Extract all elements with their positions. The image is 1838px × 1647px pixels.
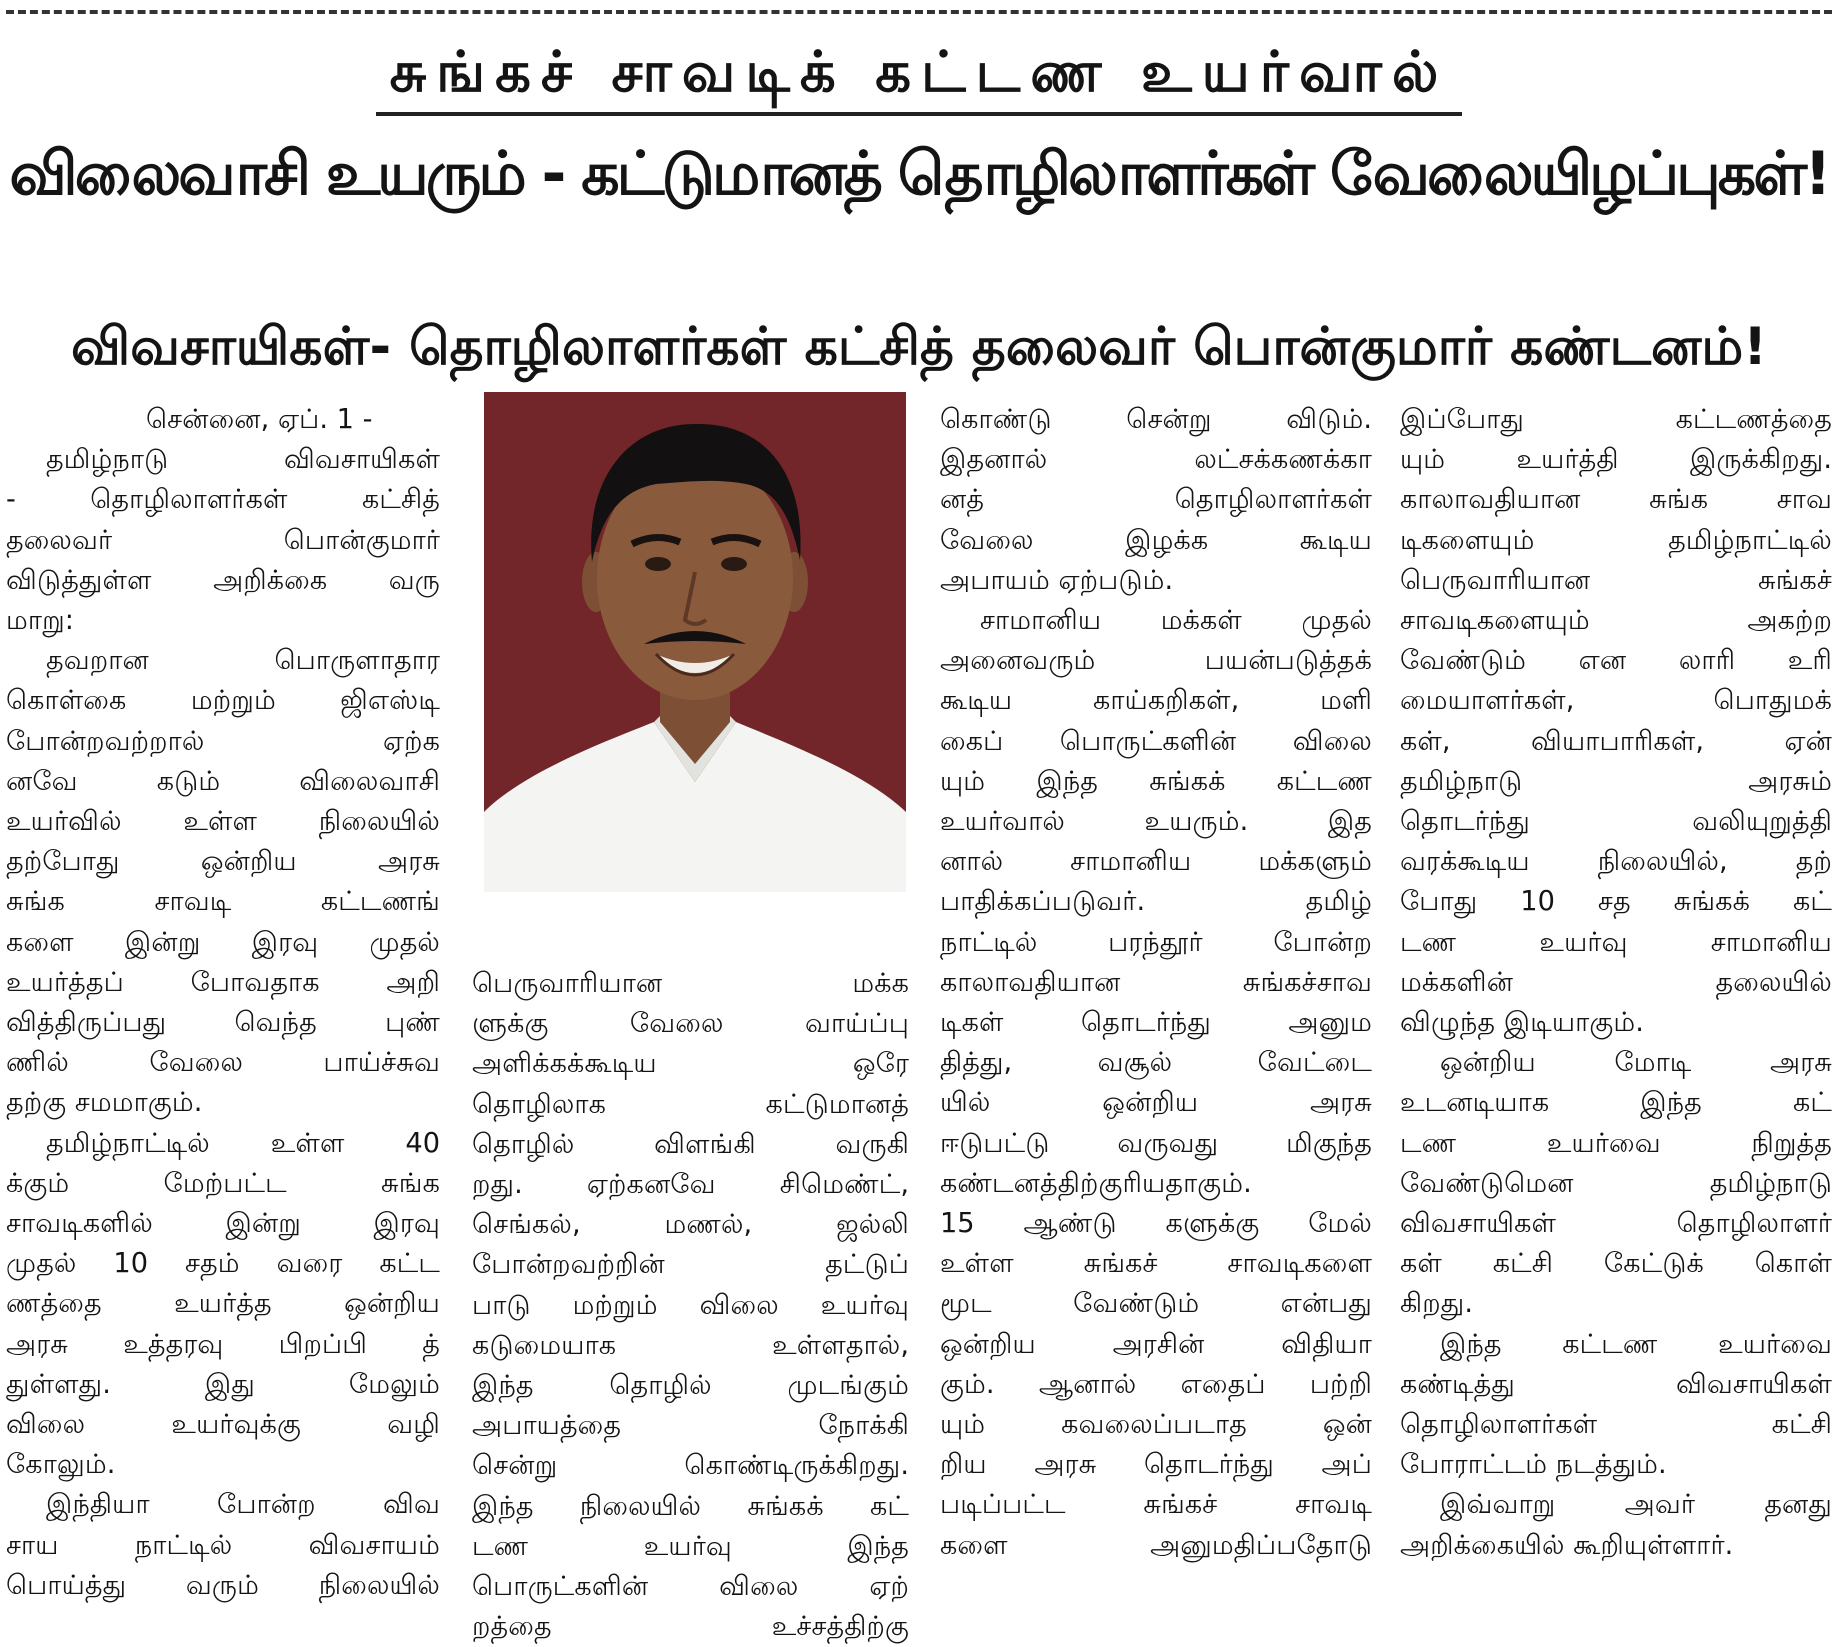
text-line: இந்த தொழில் முடங்கும் <box>472 1370 909 1402</box>
portrait-photo <box>484 392 906 892</box>
text-line: தொழில் விளங்கி வருகி <box>472 1128 909 1160</box>
text-line: மக்களின் தலையில் <box>1400 966 1832 998</box>
text-line: போராட்டம் நடத்தும். <box>1400 1449 1667 1481</box>
text-line: பெருவாரியான மக்க <box>472 968 909 999</box>
text-line: னத் தொழிலாளர்கள் <box>940 484 1372 516</box>
text-line: தமிழ்நாட்டில் உள்ள 40 <box>46 1127 440 1159</box>
text-line: மூட வேண்டும் என்பது <box>940 1288 1372 1320</box>
text-line: விலை உயர்வுக்கு வழி <box>6 1409 440 1441</box>
text-line: இவ்வாறு அவர் தனது <box>1440 1489 1832 1521</box>
article-subhead: விவசாயிகள்- தொழிலாளர்கள் கட்சித் தலைவர் பொன்குமார் கண்டனம்! <box>71 317 1767 377</box>
kicker-text: சுங்கச் சாவடிக் கட்டண உயர்வால் <box>376 42 1463 116</box>
text-line: ஒன்றிய அரசின் விதியா <box>940 1328 1372 1360</box>
text-line: னவே கடும் விலைவாசி <box>6 765 440 797</box>
text-line: அபாயத்தை நோக்கி <box>472 1410 909 1442</box>
text-line: இதனால் லட்சக்கணக்கா <box>940 444 1372 476</box>
text-line: பொய்த்து வரும் நிலையில் <box>6 1569 440 1601</box>
article-headline: விலைவாசி உயரும் - கட்டுமானத் தொழிலாளர்கள் வேலையிழப்புகள்! <box>9 139 1829 209</box>
text-line: கும். ஆனால் எதைப் பற்றி <box>940 1368 1372 1400</box>
text-line: கடுமையாக உள்ளதால், <box>472 1329 909 1361</box>
text-line: தற்கு சமமாகும். <box>6 1087 203 1119</box>
text-line: தொழிலாளர்கள் கட்சி <box>1400 1409 1832 1441</box>
text-line: தவறான பொருளாதார <box>46 645 440 677</box>
text-line: துள்ளது. இது மேலும் <box>6 1368 440 1400</box>
text-line: உயர்வில் உள்ள நிலையில் <box>6 806 440 838</box>
text-line: சாவடிகளில் இன்று இரவு <box>6 1208 440 1240</box>
text-line: றிய அரசு தொடர்ந்து அப் <box>940 1449 1372 1481</box>
text-line: அறிக்கையில் கூறியுள்ளார். <box>1400 1529 1734 1561</box>
text-line: போன்றவற்றின் தட்டுப் <box>472 1249 909 1281</box>
text-line: கள், வியாபாரிகள், ஏன் <box>1400 725 1832 757</box>
text-line: சாவடிகளையும் அகற்ற <box>1400 605 1832 637</box>
article-kicker <box>0 42 1838 116</box>
text-line: கிறது. <box>1400 1288 1474 1320</box>
text-line: சென்று கொண்டிருக்கிறது. <box>472 1450 909 1482</box>
text-line: ஈடுபட்டு வருவது மிகுந்த <box>940 1127 1372 1159</box>
text-line: களை அனுமதிப்பதோடு <box>940 1529 1372 1561</box>
text-line: தொடர்ந்து வலியுறுத்தி <box>1400 806 1832 838</box>
text-line: யும் இந்த சுங்கக் கட்டண <box>940 765 1372 797</box>
text-line: - தொழிலாளர்கள் கட்சித் <box>6 484 440 516</box>
text-line: தொழிலாக கட்டுமானத் <box>472 1088 909 1120</box>
text-line: அபாயம் ஏற்படும். <box>940 564 1174 596</box>
text-line: காலாவதியான சுங்கச்சாவ <box>940 966 1372 998</box>
text-line: உள்ள சுங்கச் சாவடிகளை <box>940 1248 1372 1280</box>
text-line: கொண்டு சென்று விடும். <box>940 404 1372 435</box>
text-line: ணத்தை உயர்த்த ஒன்றிய <box>6 1288 440 1320</box>
text-line: டண உயர்வை நிறுத்த <box>1400 1127 1832 1159</box>
text-line: உடனடியாக இந்த கட் <box>1400 1087 1832 1119</box>
text-line: வேலை இழக்க கூடிய <box>940 524 1372 556</box>
portrait-illustration <box>484 392 906 892</box>
text-line: 15 ஆண்டு களுக்கு மேல் <box>940 1208 1372 1240</box>
text-line: தற்போது ஒன்றிய அரசு <box>6 846 440 878</box>
text-line: தலைவர் பொன்குமார் <box>6 524 440 556</box>
text-line: படிப்பட்ட சுங்கச் சாவடி <box>940 1489 1372 1521</box>
text-line: டண உயர்வு சாமானிய <box>1400 926 1832 958</box>
text-line: அனைவரும் பயன்படுத்தக் <box>940 645 1372 677</box>
text-line: கண்டித்து விவசாயிகள் <box>1400 1368 1832 1400</box>
text-line: இந்த நிலையில் சுங்கக் கட் <box>472 1490 909 1522</box>
text-line: சாமானிய மக்கள் முதல் <box>980 605 1372 637</box>
text-line: தித்து, வசூல் வேட்டை <box>940 1047 1372 1079</box>
text-line: பெருவாரியான சுங்கச் <box>1400 564 1832 596</box>
text-line: விடுத்துள்ள அறிக்கை வரு <box>6 564 440 596</box>
text-line: இந்தியா போன்ற விவ <box>46 1489 440 1521</box>
text-line: களை இன்று இரவு முதல் <box>6 926 440 958</box>
text-line: அரசு உத்தரவு பிறப்பி த் <box>6 1328 440 1360</box>
text-line: முதல் 10 சதம் வரை கட்ட <box>6 1248 440 1280</box>
text-line: யும் கவலைப்படாத ஒன் <box>940 1409 1372 1441</box>
text-line: யில் ஒன்றிய அரசு <box>940 1087 1372 1119</box>
text-line: ஒன்றிய மோடி அரசு <box>1440 1047 1832 1079</box>
text-line: பாதிக்கப்படுவர். தமிழ் <box>940 886 1372 918</box>
article-column-2 <box>472 964 909 1647</box>
text-line: டண உயர்வு இந்த <box>472 1530 909 1562</box>
text-line: கள் கட்சி கேட்டுக் கொள் <box>1400 1248 1832 1280</box>
text-line: பாடு மற்றும் விலை உயர்வு <box>472 1289 909 1321</box>
text-line: தமிழ்நாடு அரசும் <box>1400 765 1832 797</box>
text-line: கொள்கை மற்றும் ஜிஎஸ்டி <box>6 685 440 717</box>
text-line: வித்திருப்பது வெந்த புண் <box>6 1007 440 1039</box>
text-line: றது. ஏற்கனவே சிமெண்ட், <box>472 1169 909 1201</box>
text-line: போது 10 சத சுங்கக் கட் <box>1400 886 1832 918</box>
dateline: சென்னை, ஏப். 1 - <box>146 404 373 435</box>
text-line: ளுக்கு வேலை வாய்ப்பு <box>472 1008 909 1040</box>
text-line: சுங்க சாவடி கட்டணங் <box>6 886 440 918</box>
text-line: தமிழ்நாடு விவசாயிகள் <box>46 444 440 476</box>
text-line: செங்கல், மணல், ஜல்லி <box>472 1209 909 1241</box>
text-line: னால் சாமானிய மக்களும் <box>940 846 1372 878</box>
text-line: அளிக்கக்கூடிய ஒரே <box>472 1048 909 1080</box>
text-line: காலாவதியான சுங்க சாவ <box>1400 484 1832 516</box>
text-line: க்கும் மேற்பட்ட சுங்க <box>6 1167 440 1199</box>
text-line: நாட்டில் பரந்தூர் போன்ற <box>940 926 1372 958</box>
text-line: விழுந்த இடியாகும். <box>1400 1007 1644 1039</box>
text-line: யும் உயர்த்தி இருக்கிறது. <box>1400 444 1832 476</box>
text-line: உயர்வால் உயரும். இத <box>940 806 1372 838</box>
text-line: உயர்த்தப் போவதாக அறி <box>6 966 440 998</box>
text-line: இந்த கட்டண உயர்வை <box>1440 1328 1832 1360</box>
text-line: வேண்டுமென தமிழ்நாடு <box>1400 1167 1832 1199</box>
text-line: போன்றவற்றால் ஏற்க <box>6 725 440 757</box>
text-line: டிகள் தொடர்ந்து அனும <box>940 1007 1372 1039</box>
text-line: கோலும். <box>6 1449 116 1481</box>
text-line: மையாளர்கள், பொதுமக் <box>1400 685 1832 717</box>
text-line: டிகளையும் தமிழ்நாட்டில் <box>1400 524 1832 556</box>
text-line: வேண்டும் என லாரி உரி <box>1400 645 1832 677</box>
article-column-4 <box>1400 400 1832 1566</box>
article-column-3 <box>940 400 1372 1566</box>
text-line: விவசாயிகள் தொழிலாளர் <box>1400 1208 1832 1240</box>
text-line: கூடிய காய்கறிகள், மளி <box>940 685 1372 717</box>
article-column-1 <box>6 400 440 1606</box>
text-line: கைப் பொருட்களின் விலை <box>940 725 1372 757</box>
top-dashed-rule <box>6 10 1832 14</box>
text-line: பொருட்களின் விலை ஏற் <box>472 1571 909 1603</box>
text-line: சாய நாட்டில் விவசாயம் <box>6 1529 440 1561</box>
text-line: கண்டனத்திற்குரியதாகும். <box>940 1167 1252 1199</box>
text-line: வரக்கூடிய நிலையில், தற் <box>1400 846 1832 878</box>
text-line: றத்தை உச்சத்திற்கு <box>472 1611 909 1643</box>
text-line: இப்போது கட்டணத்தை <box>1400 404 1832 435</box>
text-line: ணில் வேலை பாய்ச்சுவ <box>6 1047 440 1079</box>
text-line: மாறு: <box>6 605 74 637</box>
